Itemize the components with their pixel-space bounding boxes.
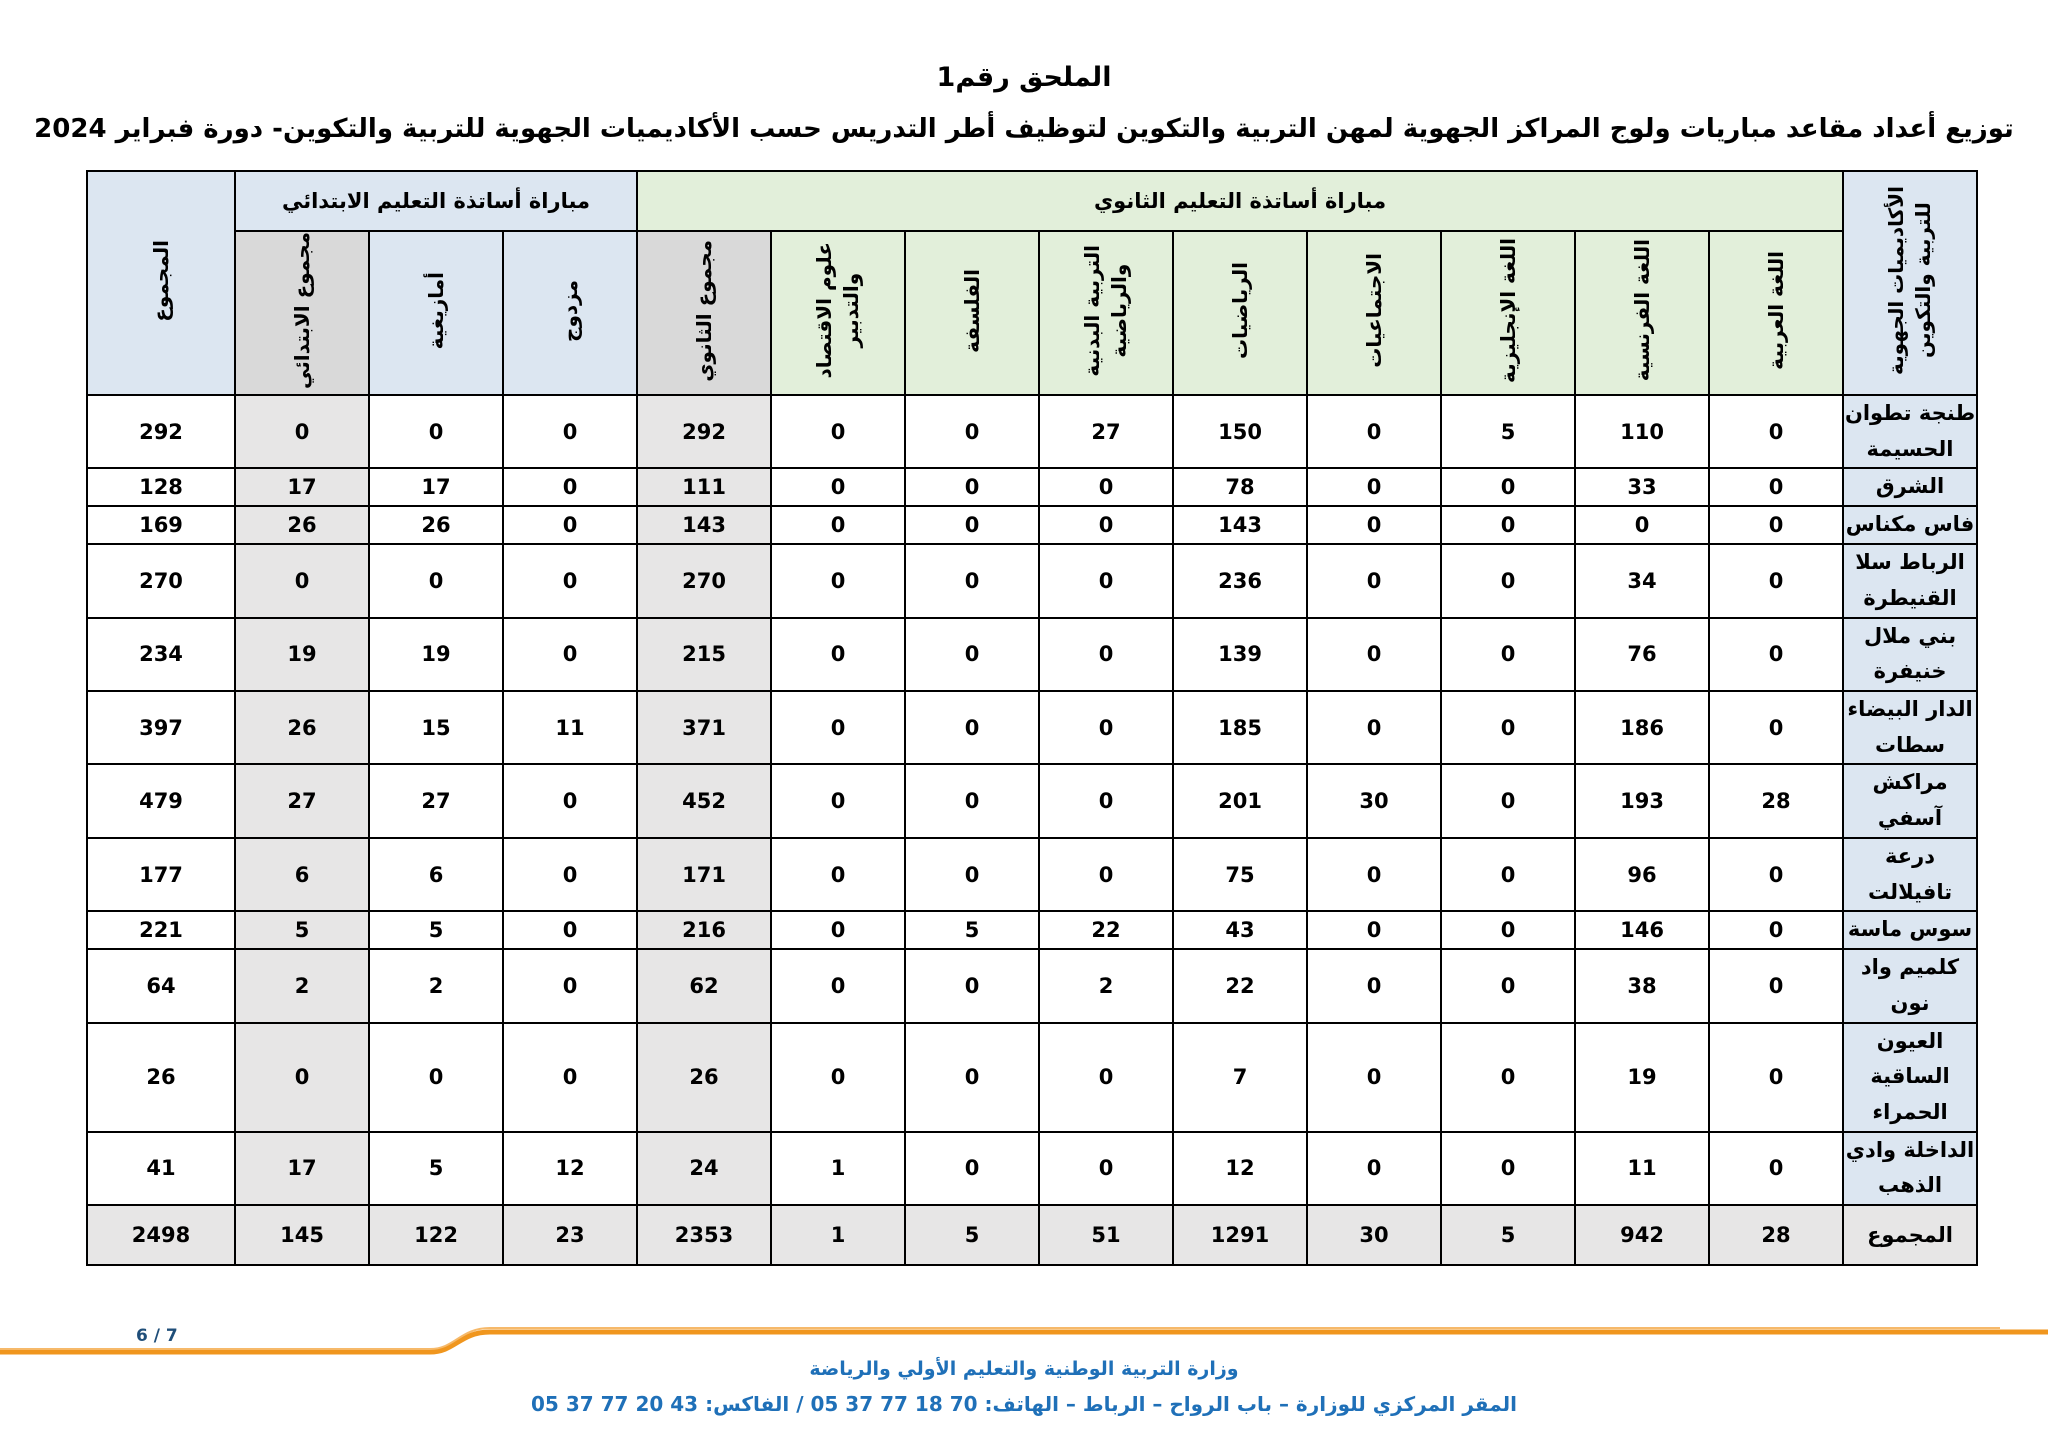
column-header-label: الاجتماعيات <box>1361 253 1386 368</box>
table-cell: 33 <box>1575 468 1709 506</box>
table-row <box>87 544 1977 617</box>
table-cell: 0 <box>369 1023 503 1132</box>
table-cell: 19 <box>235 618 369 691</box>
table-row <box>87 691 1977 764</box>
seats-table <box>86 170 1978 1266</box>
table-cell: 0 <box>771 949 905 1022</box>
table-row <box>87 1132 1977 1205</box>
total-cell: 2353 <box>637 1205 771 1265</box>
page-subtitle: توزيع أعداد مقاعد مباريات ولوج المراكز الجهوية لمهن التربية والتكوين لتوظيف أطر التدريس حسب الأكاديميات الجهوية للتربية والتكوين- دورة فبراير 2024 <box>34 114 2014 144</box>
table-cell: 1 <box>771 1132 905 1205</box>
table-cell: 0 <box>905 544 1039 617</box>
table-cell: 0 <box>503 618 637 691</box>
table-cell: 0 <box>905 949 1039 1022</box>
table-cell: 27 <box>235 764 369 837</box>
total-cell: 122 <box>369 1205 503 1265</box>
table-cell: 111 <box>637 468 771 506</box>
table-cell: 0 <box>235 395 369 468</box>
table-cell: 0 <box>905 691 1039 764</box>
table-cell: 292 <box>87 395 235 468</box>
table-cell: 0 <box>1709 1023 1843 1132</box>
table-cell: 452 <box>637 764 771 837</box>
table-cell: 5 <box>1441 395 1575 468</box>
table-cell: 27 <box>1039 395 1173 468</box>
footer-ministry: وزارة التربية الوطنية والتعليم الأولي والرياضة <box>809 1358 1239 1380</box>
table-cell: 0 <box>1039 838 1173 911</box>
column-header <box>369 231 503 395</box>
table-cell: 38 <box>1575 949 1709 1022</box>
table-cell: 2 <box>369 949 503 1022</box>
table-cell: 0 <box>771 838 905 911</box>
total-cell: 5 <box>905 1205 1039 1265</box>
table-cell: 6 <box>235 838 369 911</box>
column-header <box>771 231 905 395</box>
table-row <box>87 468 1977 506</box>
table-cell: 5 <box>369 1132 503 1205</box>
table-cell: 62 <box>637 949 771 1022</box>
table-cell: 0 <box>1709 911 1843 949</box>
table-cell: 0 <box>1307 506 1441 544</box>
table-cell: 0 <box>1441 691 1575 764</box>
table-cell: 11 <box>503 691 637 764</box>
table-cell: 27 <box>369 764 503 837</box>
table-cell: 110 <box>1575 395 1709 468</box>
column-header <box>503 231 637 395</box>
table-cell: 0 <box>905 618 1039 691</box>
column-header <box>1575 231 1709 395</box>
table-cell: 0 <box>771 911 905 949</box>
table-cell: 17 <box>235 468 369 506</box>
table-cell: 0 <box>1709 468 1843 506</box>
table-cell: 0 <box>771 691 905 764</box>
table-cell: 0 <box>1307 911 1441 949</box>
column-header <box>235 231 369 395</box>
table-cell: 0 <box>1307 618 1441 691</box>
table-cell: 0 <box>1441 1023 1575 1132</box>
table-cell: 0 <box>1039 1132 1173 1205</box>
table-cell: 0 <box>1307 468 1441 506</box>
academy-name: العيون الساقية الحمراء <box>1843 1023 1977 1132</box>
table-cell: 26 <box>637 1023 771 1132</box>
total-cell: 51 <box>1039 1205 1173 1265</box>
table-cell: 0 <box>1039 691 1173 764</box>
totals-row <box>87 1205 1977 1265</box>
table-cell: 0 <box>503 395 637 468</box>
table-cell: 128 <box>87 468 235 506</box>
table-cell: 0 <box>1441 838 1575 911</box>
table-cell: 371 <box>637 691 771 764</box>
table-cell: 5 <box>235 911 369 949</box>
table-cell: 0 <box>503 1023 637 1132</box>
table-cell: 0 <box>1709 506 1843 544</box>
table-cell: 0 <box>1441 764 1575 837</box>
column-header-label: علوم الاقتصاد والتدبير <box>812 242 864 379</box>
table-cell: 5 <box>905 911 1039 949</box>
table-cell: 0 <box>503 949 637 1022</box>
table-cell: 0 <box>369 395 503 468</box>
totals-label: المجموع <box>1843 1205 1977 1265</box>
table-cell: 0 <box>771 764 905 837</box>
table-cell: 0 <box>1575 506 1709 544</box>
table-cell: 0 <box>905 764 1039 837</box>
table-cell: 221 <box>87 911 235 949</box>
table-cell: 0 <box>503 764 637 837</box>
academy-name: الداخلة وادي الذهب <box>1843 1132 1977 1205</box>
table-cell: 43 <box>1173 911 1307 949</box>
table-row <box>87 911 1977 949</box>
table-cell: 171 <box>637 838 771 911</box>
table-cell: 0 <box>1709 949 1843 1022</box>
table-cell: 397 <box>87 691 235 764</box>
table-cell: 292 <box>637 395 771 468</box>
table-cell: 24 <box>637 1132 771 1205</box>
table-cell: 0 <box>905 395 1039 468</box>
total-cell: 23 <box>503 1205 637 1265</box>
table-cell: 26 <box>369 506 503 544</box>
table-cell: 0 <box>1307 1023 1441 1132</box>
table-cell: 236 <box>1173 544 1307 617</box>
table-cell: 0 <box>503 468 637 506</box>
academy-header-label: الأكاديميات الجهوية للتربية والتكوين <box>1884 185 1936 375</box>
table-cell: 0 <box>905 838 1039 911</box>
table-cell: 6 <box>369 838 503 911</box>
secondary-group-header: مباراة أساتذة التعليم الثانوي <box>637 171 1843 231</box>
table-cell: 0 <box>1441 544 1575 617</box>
table-cell: 34 <box>1575 544 1709 617</box>
table-cell: 0 <box>905 506 1039 544</box>
total-cell: 1 <box>771 1205 905 1265</box>
column-header-label: الفلسفة <box>959 268 984 353</box>
column-header-label: اللغة الفرنسية <box>1629 239 1654 382</box>
table-cell: 201 <box>1173 764 1307 837</box>
table-cell: 0 <box>235 1023 369 1132</box>
table-cell: 193 <box>1575 764 1709 837</box>
table-cell: 0 <box>369 544 503 617</box>
footer-address: المقر المركزي للوزارة – باب الرواح – الرباط – الهاتف: 70 18 77 37 05 / الفاكس: 43 20 77 37 05 <box>531 1392 1517 1416</box>
table-cell: 0 <box>1441 911 1575 949</box>
table-cell: 0 <box>1307 838 1441 911</box>
table-cell: 5 <box>369 911 503 949</box>
table-cell: 0 <box>503 911 637 949</box>
academy-name: الدار البيضاء سطات <box>1843 691 1977 764</box>
academy-name: بني ملال خنيفرة <box>1843 618 1977 691</box>
table-cell: 0 <box>771 1023 905 1132</box>
table-cell: 75 <box>1173 838 1307 911</box>
table-cell: 0 <box>503 544 637 617</box>
table-cell: 26 <box>235 506 369 544</box>
academy-name: مراكش آسفي <box>1843 764 1977 837</box>
table-cell: 186 <box>1575 691 1709 764</box>
column-header <box>1441 231 1575 395</box>
table-cell: 0 <box>1307 1132 1441 1205</box>
table-cell: 0 <box>1709 691 1843 764</box>
column-header-label: اللغة العربية <box>1763 251 1788 370</box>
table-cell: 177 <box>87 838 235 911</box>
table-cell: 0 <box>1039 764 1173 837</box>
table-cell: 17 <box>369 468 503 506</box>
table-cell: 0 <box>1307 544 1441 617</box>
column-header <box>1173 231 1307 395</box>
table-cell: 96 <box>1575 838 1709 911</box>
table-cell: 76 <box>1575 618 1709 691</box>
table-cell: 30 <box>1307 764 1441 837</box>
table-cell: 0 <box>1441 506 1575 544</box>
table-cell: 78 <box>1173 468 1307 506</box>
table-cell: 0 <box>905 1132 1039 1205</box>
table-cell: 22 <box>1173 949 1307 1022</box>
table-cell: 150 <box>1173 395 1307 468</box>
table-cell: 26 <box>87 1023 235 1132</box>
total-cell: 2498 <box>87 1205 235 1265</box>
column-header <box>1709 231 1843 395</box>
table-cell: 0 <box>771 468 905 506</box>
table-cell: 0 <box>1709 1132 1843 1205</box>
table-cell: 26 <box>235 691 369 764</box>
table-cell: 216 <box>637 911 771 949</box>
column-header <box>1039 231 1173 395</box>
column-header <box>637 231 771 395</box>
table-cell: 28 <box>1709 764 1843 837</box>
total-header-label: المجموع <box>148 239 173 322</box>
primary-group-header: مباراة أساتذة التعليم الابتدائي <box>235 171 637 231</box>
academy-name: سوس ماسة <box>1843 911 1977 949</box>
table-cell: 185 <box>1173 691 1307 764</box>
table-row <box>87 506 1977 544</box>
table-cell: 0 <box>1441 949 1575 1022</box>
table-cell: 0 <box>771 544 905 617</box>
table-cell: 0 <box>1709 544 1843 617</box>
table-row <box>87 618 1977 691</box>
table-cell: 7 <box>1173 1023 1307 1132</box>
table-cell: 0 <box>1709 618 1843 691</box>
table-cell: 0 <box>771 506 905 544</box>
table-row <box>87 838 1977 911</box>
table-cell: 0 <box>1709 838 1843 911</box>
table-cell: 0 <box>1039 468 1173 506</box>
table-cell: 0 <box>1039 1023 1173 1132</box>
table-cell: 15 <box>369 691 503 764</box>
table-cell: 19 <box>1575 1023 1709 1132</box>
table-cell: 143 <box>1173 506 1307 544</box>
table-cell: 0 <box>1709 395 1843 468</box>
page-title: الملحق رقم1 <box>936 62 1112 93</box>
table-cell: 2 <box>235 949 369 1022</box>
table-cell: 0 <box>905 468 1039 506</box>
table-cell: 0 <box>1039 618 1173 691</box>
table-cell: 12 <box>1173 1132 1307 1205</box>
table-cell: 0 <box>235 544 369 617</box>
table-row <box>87 764 1977 837</box>
column-header <box>1307 231 1441 395</box>
column-header-label: مزدوج <box>557 279 582 342</box>
total-cell: 942 <box>1575 1205 1709 1265</box>
table-cell: 19 <box>369 618 503 691</box>
table-row <box>87 1023 1977 1132</box>
table-cell: 0 <box>1441 1132 1575 1205</box>
table-cell: 139 <box>1173 618 1307 691</box>
total-cell: 1291 <box>1173 1205 1307 1265</box>
table-cell: 0 <box>1039 544 1173 617</box>
table-cell: 0 <box>905 1023 1039 1132</box>
table-cell: 215 <box>637 618 771 691</box>
column-header <box>905 231 1039 395</box>
table-cell: 0 <box>1441 468 1575 506</box>
table-cell: 0 <box>1441 618 1575 691</box>
academy-name: الرباط سلا القنيطرة <box>1843 544 1977 617</box>
table-cell: 234 <box>87 618 235 691</box>
academy-header <box>1843 171 1977 395</box>
table-cell: 146 <box>1575 911 1709 949</box>
table-cell: 270 <box>87 544 235 617</box>
table-cell: 0 <box>503 838 637 911</box>
academy-name: كلميم واد نون <box>1843 949 1977 1022</box>
table-cell: 0 <box>503 506 637 544</box>
footer-decoration <box>0 1318 2048 1358</box>
table-cell: 64 <box>87 949 235 1022</box>
table-cell: 0 <box>1039 506 1173 544</box>
column-header-label: أمازيغية <box>423 271 448 350</box>
column-header-label: التربية البدنية والرياضية <box>1080 244 1132 377</box>
column-header-label: مجموع الثانوي <box>691 239 716 382</box>
table-cell: 0 <box>1307 395 1441 468</box>
total-cell: 30 <box>1307 1205 1441 1265</box>
column-header-label: اللغة الإنجليزية <box>1495 237 1520 383</box>
total-cell: 28 <box>1709 1205 1843 1265</box>
table-cell: 12 <box>503 1132 637 1205</box>
column-header-label: مجموع الابتدائي <box>289 232 314 389</box>
academy-name: درعة تافيلالت <box>1843 838 1977 911</box>
total-cell: 145 <box>235 1205 369 1265</box>
table-cell: 22 <box>1039 911 1173 949</box>
academy-name: الشرق <box>1843 468 1977 506</box>
table-cell: 11 <box>1575 1132 1709 1205</box>
total-cell: 5 <box>1441 1205 1575 1265</box>
table-cell: 0 <box>1307 949 1441 1022</box>
table-cell: 2 <box>1039 949 1173 1022</box>
academy-name: طنجة تطوان الحسيمة <box>1843 395 1977 468</box>
table-cell: 270 <box>637 544 771 617</box>
table-row <box>87 395 1977 468</box>
table-cell: 17 <box>235 1132 369 1205</box>
table-cell: 169 <box>87 506 235 544</box>
table-cell: 41 <box>87 1132 235 1205</box>
total-header <box>87 171 235 395</box>
table-cell: 0 <box>771 395 905 468</box>
table-cell: 479 <box>87 764 235 837</box>
column-header-label: الرياضيات <box>1227 262 1252 359</box>
table-cell: 143 <box>637 506 771 544</box>
table-cell: 0 <box>1307 691 1441 764</box>
academy-name: فاس مكناس <box>1843 506 1977 544</box>
page-number: 6 / 7 <box>136 1326 178 1346</box>
table-cell: 0 <box>771 618 905 691</box>
table-row <box>87 949 1977 1022</box>
